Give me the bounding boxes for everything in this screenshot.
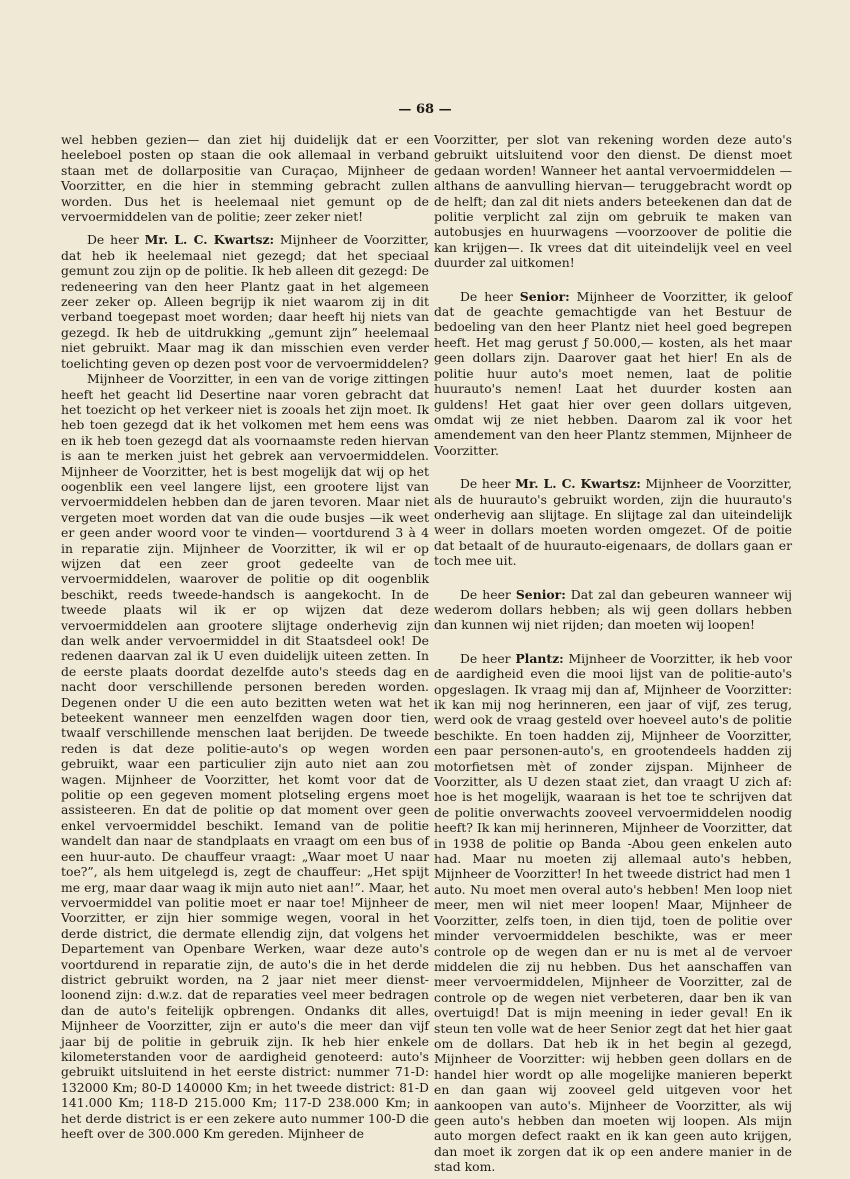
speaker-name: Plantz: bbox=[515, 650, 564, 666]
speaker-prefix: De heer bbox=[87, 232, 139, 248]
speech-paragraph bbox=[434, 289, 792, 458]
speaker-prefix: De heer bbox=[460, 288, 513, 304]
speech-text: Mijnheer de Voorzitter, dat heb ik heelemaal niet gezegd; dat het speciaal gemunt zou zijn op de politie. Ik heb alleen dit gezegd: De redeneering van den heer Plantz gaat in het algemeen zeer zeker op. Alleen begrijp ik niet waarom zij in dit verband toegepast moet worden; daar heeft hij niets van gezegd. Ik heb de uitdrukking „gemunt zijn” heelemaal niet gebruikt. Maar mag ik dan misschien even verder toelichting geven op dezen post voor de vervoermiddelen? bbox=[61, 232, 429, 371]
speech-paragraph bbox=[434, 587, 792, 633]
speech-paragraph bbox=[61, 232, 429, 371]
speech-text: Mijnheer de Voorzitter, ik geloof dat de geachte gemachtigde van het Bestuur de bedoeling van den heer Plantz niet heel goed begrepen heeft. Het mag gerust ƒ 50.000,— kosten, als het maar geen dollars zijn. Daarover gaat het hier! En als de politie huur auto's moet nemen, laat de politie huurauto's nemen! Laat het duurder kosten aan guldens! Het gaat hier over geen dollars uitgeven, omdat wij ze niet hebben. Daarom zal ik voor het amendement van den heer Plantz stemmen, Mijnheer de Voorzitter. bbox=[434, 288, 792, 458]
speaker-name: Mr. L. C. Kwartsz: bbox=[144, 232, 275, 248]
speech-text: Mijnheer de Voorzitter, als de huurauto's gebruikt worden, zijn die huurauto's onderhevig aan slijtage. En slijtage zal dan uiteindelijk weer in dollars moeten worden omgezet. Of de poitie dat betaalt of de huurauto-eigenaars, de dollars gaan er toch mee uit. bbox=[434, 476, 792, 569]
speaker-name: Senior: bbox=[515, 586, 566, 602]
speaker-prefix: De heer bbox=[460, 476, 511, 492]
paragraph: Mijnheer de Voorzitter, in een van de vorige zittingen heeft het geacht lid Desertine naar voren gebracht dat het toezicht op het verkeer niet is zooals het zijn moet. Ik heb toen gezegd dat ik het volkomen met hem eens was en ik heb toen gezegd dat als voornaamste reden hiervan is aan te merken juist het gebrek aan vervoermiddelen. Mijnheer de Voorzitter, het is best mogelijk dat wij op het oogenblik een veel langere lijst, een grootere lijst van vervoermiddelen hebben dan de jaren tevoren. Maar niet vergeten moet worden dat van die oude busjes —ik weet er geen ander woord voor te vinden— voortdurend 3 à 4 in reparatie zijn. Mijnheer de Voorzitter, ik wil er op wijzen dat een zeer groot gedeelte van de vervoermiddelen, waarover de politie op dit oogenblik beschikt, reeds tweede-handsch is aangekocht. In de tweede plaats wil ik er op wijzen dat deze vervoermiddelen aan grootere slijtage onderhevig zijn dan welk ander vervoermiddel in dit Staatsdeel ook! De redenen daarvan zal ik U even duidelijk uiteen zetten. In de eerste plaats doordat dezelfde auto's steeds dag en nacht door verschillende personen bereden worden. Degenen onder U die een auto bezitten weten wat het beteekent wanneer men eenzelfden wagen door tien, twaalf verschillende menschen laat berijden. De tweede reden is dat deze politie-auto's op wegen worden gebruikt, waar een particulier zijn auto niet aan zou wagen. Mijnheer de Voorzitter, het komt voor dat de politie op een gegeven moment plotseling ergens moet assisteeren. En dat de politie op dat moment over geen enkel vervoermiddel beschikt. Iemand van de politie wandelt dan naar de standplaats en vraagt om een bus of een huur-auto. De chauffeur vraagt: „Waar moet U naar toe?”, als hem uitgelegd is, zegt de chauffeur: „Het spijt me erg, maar daar waag ik mijn auto niet aan!”. Maar, het vervoermiddel van politie moet er naar toe! Mijnheer de Voorzitter, er zijn hier sommige wegen, vooral in het derde district, die dermate ellendig zijn, dat volgens het Departement van Openbare Werken, waar deze auto's voortdurend in reparatie zijn, de auto's die in het derde district gebruikt worden, na 2 jaar niet meer dienst-loonend zijn: d.w.z. dat de reparaties veel meer bedragen dan de auto's feitelijk opbrengen. Ondanks dit alles, Mijnheer de Voorzitter, zijn er auto's die meer dan vijf jaar bij de politie in gebruik zijn. Ik heb hier enkele kilometerstanden voor de aardigheid genoteerd: auto's gebruikt uitsluitend in het eerste district: nummer 71-D: 132000 Km; 80-D 140000 Km; in het tweede district: 81-D 141.000 Km; 118-D 215.000 Km; 117-D 238.000 Km; in het derde district is er een zekere auto nummer 100-D die heeft over de 300.000 Km gereden. Mijnheer de bbox=[61, 371, 429, 1141]
page-number: — 68 — bbox=[398, 102, 452, 117]
speaker-prefix: De heer bbox=[460, 650, 511, 666]
speech-paragraph bbox=[434, 651, 792, 1175]
speech-paragraph bbox=[434, 476, 792, 568]
right-column bbox=[434, 132, 792, 1175]
speech-text: Mijnheer de Voorzitter, ik heb voor de aardigheid even die mooi lijst van de politie-auto's opgeslagen. Ik vraag mij dan af, Mijnheer de Voorzitter: ik kan mij nog herinneren, een jaar of vijf, zes terug, werd ook de vraag gesteld over hoeveel auto's de politie beschikte. En toen hadden zij, Mijnheer de Voorzitter, een paar personen-auto's, en grootendeels hadden zij motorfietsen mèt of zonder zijspan. Mijnheer de Voorzitter, als U dezen staat ziet, dan vraagt U zich af: hoe is het mogelijk, waaraan is het toe te schrijven dat de politie onverwachts zooveel vervoermiddelen noodig heeft? Ik kan mij herinneren, Mijnheer de Voorzitter, dat in 1938 de politie op Banda -Abou geen enkelen auto had. Maar nu moeten zij allemaal auto's hebben, Mijnheer de Voorzitter! In het tweede district had men 1 auto. Nu moet men overal auto's hebben! Men loop niet meer, men wil niet meer loopen! Maar, Mijnheer de Voorzitter, zelfs toen, in dien tijd, toen de politie over minder vervoermiddelen beschikte, was er meer controle op de wegen dan er nu is met al de vervoer middelen die zij nu hebben. Dus het aanschaffen van meer vervoermiddelen, Mijnheer de Voorzitter, zal de controle op de wegen niet verbeteren, daar ben ik van overtuigd! Dat is mijn meening in ieder geval! En ik steun ten volle wat de heer Senior zegt dat het hier gaat om de dollars. Dat heb ik in het begin al gezegd, Mijnheer de Voorzitter: wij hebben geen dollars en de handel hier wordt op alle mogelijke manieren beperkt en dan gaan wij zooveel geld uitgeven voor het aankoopen van auto's. Mijnheer de Voorzitter, als wij geen auto's hebben dan moeten wij loopen. Als mijn auto morgen defect raakt en ik kan geen auto krijgen, dan moet ik zorgen dat ik op een andere manier in de stad kom. bbox=[434, 650, 792, 1175]
left-column bbox=[61, 132, 429, 1141]
speech-text: Dat zal dan gebeuren wanneer wij wederom dollars hebben; als wij geen dollars hebben dan kunnen wij niet rijden; dan moeten wij loopen! bbox=[434, 586, 792, 633]
paragraph: Voorzitter, per slot van rekening worden deze auto's gebruikt uitsluitend voor den dienst. De dienst moet gedaan worden! Wanneer het aantal vervoermiddelen —althans de aanvulling hiervan— teruggebracht wordt op de helft; dan zal dit niets anders beteekenen dan dat de politie verplicht zal zijn om gebruik te maken van autobusjes en huurwagens —voorzoover de politie die kan krijgen—. Ik vrees dat dit uiteindelijk veel en veel duurder zal uitkomen! bbox=[434, 132, 792, 271]
speaker-prefix: De heer bbox=[460, 586, 511, 602]
speaker-name: Mr. L. C. Kwartsz: bbox=[515, 476, 641, 492]
speaker-name: Senior: bbox=[519, 288, 570, 304]
paragraph: wel hebben gezien— dan ziet hij duidelijk dat er een heeleboel posten op staan die ook allemaal in verband staan met de dollarpositie van Curaçao, Mijnheer de Voorzitter, en die hier in stemming gebracht zullen worden. Dus het is heelemaal niet gemunt op de vervoermiddelen van de politie; zeer zeker niet! bbox=[61, 132, 429, 225]
